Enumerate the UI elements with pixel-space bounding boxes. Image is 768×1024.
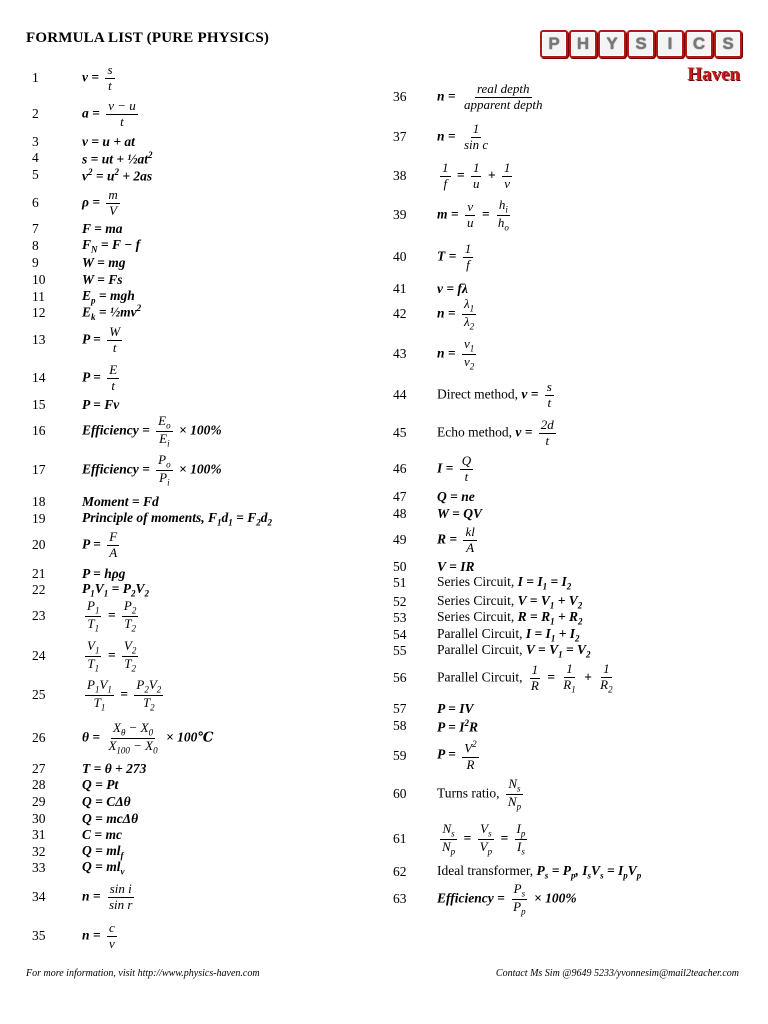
formula-expression: m = $\frac{v}{u}$ = $\frac{h_i}{h_o}$ <box>437 196 509 233</box>
formula-number: 45 <box>393 425 407 441</box>
formula-expression: v = u + at <box>82 134 135 150</box>
formula-expression: n = $\frac{\lambda_1}{\lambda_2}$ <box>437 295 475 332</box>
formula-number: 24 <box>32 648 46 664</box>
formula-number: 36 <box>393 89 407 105</box>
formula-number: 9 <box>32 255 39 271</box>
formula-number: 23 <box>32 608 46 624</box>
formula-number: 11 <box>32 289 45 305</box>
formula-number: 2 <box>32 106 39 122</box>
formula-number: 61 <box>393 831 407 847</box>
logo-letter: P <box>540 30 568 58</box>
formula-expression: $\frac{P_1}{T_1}$ = $\frac{P_2}{T_2}$ <box>87 597 137 634</box>
formula-number: 47 <box>393 489 407 505</box>
formula-expression: Moment = Fd <box>82 494 159 510</box>
formula-number: 30 <box>32 811 46 827</box>
formula-expression: F = ma <box>82 221 123 237</box>
formula-expression: Principle of moments, $F_1d_1 = F_2d_2$ <box>82 509 272 528</box>
formula-number: 33 <box>32 860 46 876</box>
formula-number: 39 <box>393 207 407 223</box>
formula-expression: C = mc <box>82 827 122 843</box>
formula-number: 10 <box>32 272 46 288</box>
formula-number: 56 <box>393 670 407 686</box>
logo-letter: S <box>627 30 655 58</box>
formula-number: 58 <box>393 718 407 734</box>
formula-number: 52 <box>393 594 407 610</box>
formula-number: 20 <box>32 537 46 553</box>
formula-expression: P = $\frac{W}{t}$ <box>82 323 121 355</box>
formula-number: 48 <box>393 506 407 522</box>
formula-number: 27 <box>32 761 46 777</box>
formula-expression: $P_1V_1 = P_2V_2$ <box>82 580 149 599</box>
formula-number: 5 <box>32 167 39 183</box>
formula-number: 44 <box>393 387 407 403</box>
formula-expression: $E_p$ = mgh <box>82 287 135 306</box>
formula-number: 49 <box>393 532 407 548</box>
formula-number: 25 <box>32 687 46 703</box>
formula-number: 50 <box>393 559 407 575</box>
formula-expression: $\frac{1}{f}$ = $\frac{1}{u}$ + $\frac{1}{v}$ <box>442 159 511 191</box>
formula-expression: Parallel Circuit, $V = V_1 = V_2$ <box>437 641 591 660</box>
formula-expression: $\frac{N_s}{N_p}$ = $\frac{V_s}{V_p}$ = $\frac{I_p}{I_s}$ <box>442 820 526 857</box>
formula-expression: Q = Pt <box>82 777 119 793</box>
formula-expression: Q = mcΔθ <box>82 811 139 827</box>
formula-number: 19 <box>32 511 46 527</box>
logo-letter: C <box>685 30 713 58</box>
formula-expression: P = hρg <box>82 566 126 582</box>
formula-expression: W = QV <box>437 506 482 522</box>
formula-number: 7 <box>32 221 39 237</box>
formula-expression: Series Circuit, $R = R_1 + R_2$ <box>437 608 583 627</box>
formula-expression: v = $\frac{s}{t}$ <box>82 61 113 93</box>
formula-number: 41 <box>393 281 407 297</box>
formula-number: 40 <box>393 249 407 265</box>
formula-expression: n = $\frac{v_1}{v_2}$ <box>437 335 475 372</box>
logo-letter: I <box>656 30 684 58</box>
formula-number: 22 <box>32 582 46 598</box>
formula-number: 21 <box>32 566 46 582</box>
formula-expression: $Q = ml_f$ <box>82 842 124 861</box>
formula-expression: Turns ratio, $\frac{N_s}{N_p}$ <box>437 775 522 812</box>
formula-number: 42 <box>393 306 407 322</box>
formula-expression: I = $\frac{Q}{t}$ <box>437 452 472 484</box>
formula-number: 14 <box>32 370 46 386</box>
formula-expression: n = $\frac{\text{sin i}}{\text{sin r}}$ <box>82 880 133 912</box>
formula-number: 51 <box>393 575 407 591</box>
formula-expression: Efficiency = $\frac{P_o}{P_i}$ × 100% <box>82 451 222 488</box>
formula-expression: W = mg <box>82 255 126 271</box>
formula-number: 63 <box>393 891 407 907</box>
formula-number: 32 <box>32 844 46 860</box>
formula-expression: P = $\frac{E}{t}$ <box>82 361 118 393</box>
logo-letter: Y <box>598 30 626 58</box>
logo-letter: S <box>714 30 742 58</box>
formula-number: 55 <box>393 643 407 659</box>
formula-expression: Direct method, v = $\frac{s}{t}$ <box>437 378 552 410</box>
formula-expression: Efficiency = $\frac{P_s}{P_p}$ × 100% <box>437 880 577 917</box>
formula-number: 35 <box>32 928 46 944</box>
formula-expression: V = IR <box>437 559 475 575</box>
formula-expression: P = $\frac{F}{A}$ <box>82 528 118 560</box>
formula-number: 46 <box>393 461 407 477</box>
formula-expression: P = $\frac{V^2}{R}$ <box>437 739 477 772</box>
formula-expression: $v^2 = u^2 + 2as$ <box>82 166 153 183</box>
formula-expression: Series Circuit, $V = V_1 + V_2$ <box>437 592 583 611</box>
logo-subtitle: Haven <box>687 64 740 85</box>
formula-number: 12 <box>32 305 46 321</box>
formula-number: 62 <box>393 864 407 880</box>
formula-expression: Q = CΔθ <box>82 794 131 810</box>
formula-number: 59 <box>393 748 407 764</box>
formula-number: 38 <box>393 168 407 184</box>
formula-expression: Series Circuit, $I = I_1 = I_2$ <box>437 573 572 592</box>
formula-expression: v = fλ <box>437 281 468 297</box>
formula-expression: θ = $\frac{X_\theta - X_0}{X_{100} - X_0}$ × 100℃ <box>82 719 214 756</box>
formula-number: 43 <box>393 346 407 362</box>
formula-number: 18 <box>32 494 46 510</box>
formula-number: 34 <box>32 889 46 905</box>
formula-number: 54 <box>393 627 407 643</box>
formula-number: 1 <box>32 70 39 86</box>
formula-number: 29 <box>32 794 46 810</box>
formula-number: 8 <box>32 238 39 254</box>
formula-expression: P = IV <box>437 701 474 717</box>
formula-expression: $P = I^2R$ <box>437 717 478 734</box>
formula-number: 28 <box>32 777 46 793</box>
formula-expression: a = $\frac{v - u}{t}$ <box>82 97 136 129</box>
formula-expression: P = Fv <box>82 397 120 413</box>
footer-contact: Contact Ms Sim @9649 5233/yvonnesim@mail2teacher.com <box>495 968 739 979</box>
formula-expression: ρ = $\frac{m}{V}$ <box>82 186 118 218</box>
formula-expression: Ideal transformer, $P_s = P_p$, $I_sV_s = I_pV_p$ <box>437 862 642 881</box>
page-title: FORMULA LIST (PURE PHYSICS) <box>26 30 270 46</box>
formula-number: 31 <box>32 827 46 843</box>
formula-expression: n = $\frac{1}{\text{sin c}}$ <box>437 120 489 152</box>
formula-number: 3 <box>32 134 39 150</box>
formula-expression: W = Fs <box>82 272 123 288</box>
formula-number: 16 <box>32 423 46 439</box>
formula-number: 15 <box>32 397 46 413</box>
formula-expression: Echo method, v = $\frac{2d}{t}$ <box>437 416 554 448</box>
formula-expression: $E_k$ = $\frac{1}{2}mv^2$ <box>82 302 142 323</box>
formula-expression: Parallel Circuit, $I = I_1 + I_2$ <box>437 625 580 644</box>
formula-number: 57 <box>393 701 407 717</box>
formula-expression: T = θ + 273 <box>82 761 147 777</box>
formula-expression: n = $\frac{\text{real depth}}{\text{apparent depth}}$ <box>437 80 543 112</box>
formula-expression: s = ut + $\frac{1}{2}at^2$ <box>82 149 153 166</box>
formula-expression: $F_N = F - f$ <box>82 236 141 255</box>
formula-number: 4 <box>32 150 39 166</box>
formula-expression: n = $\frac{c}{v}$ <box>82 919 115 951</box>
footer-website: For more information, visit http://www.physics-haven.com <box>26 968 260 979</box>
formula-number: 6 <box>32 195 39 211</box>
formula-number: 17 <box>32 462 46 478</box>
physics-haven-logo <box>540 30 742 88</box>
formula-expression: $\frac{P_1V_1}{T_1}$ = $\frac{P_2V_2}{T_2}$ <box>87 676 162 713</box>
formula-expression: $Q = ml_v$ <box>82 858 125 877</box>
formula-expression: $\frac{V_1}{T_1}$ = $\frac{V_2}{T_2}$ <box>87 637 137 674</box>
formula-number: 37 <box>393 129 407 145</box>
formula-expression: Parallel Circuit, $\frac{1}{R}$ = $\frac{1}{R_1}$ + $\frac{1}{R_2}$ <box>437 660 613 695</box>
formula-expression: Q = ne <box>437 489 475 505</box>
formula-number: 53 <box>393 610 407 626</box>
formula-number: 26 <box>32 730 46 746</box>
formula-expression: Efficiency = $\frac{E_o}{E_i}$ × 100% <box>82 412 222 449</box>
formula-expression: T = $\frac{1}{f}$ <box>437 240 472 272</box>
logo-letter: H <box>569 30 597 58</box>
formula-number: 60 <box>393 786 407 802</box>
formula-number: 13 <box>32 332 46 348</box>
formula-expression: R = $\frac{kl}{A}$ <box>437 523 475 555</box>
